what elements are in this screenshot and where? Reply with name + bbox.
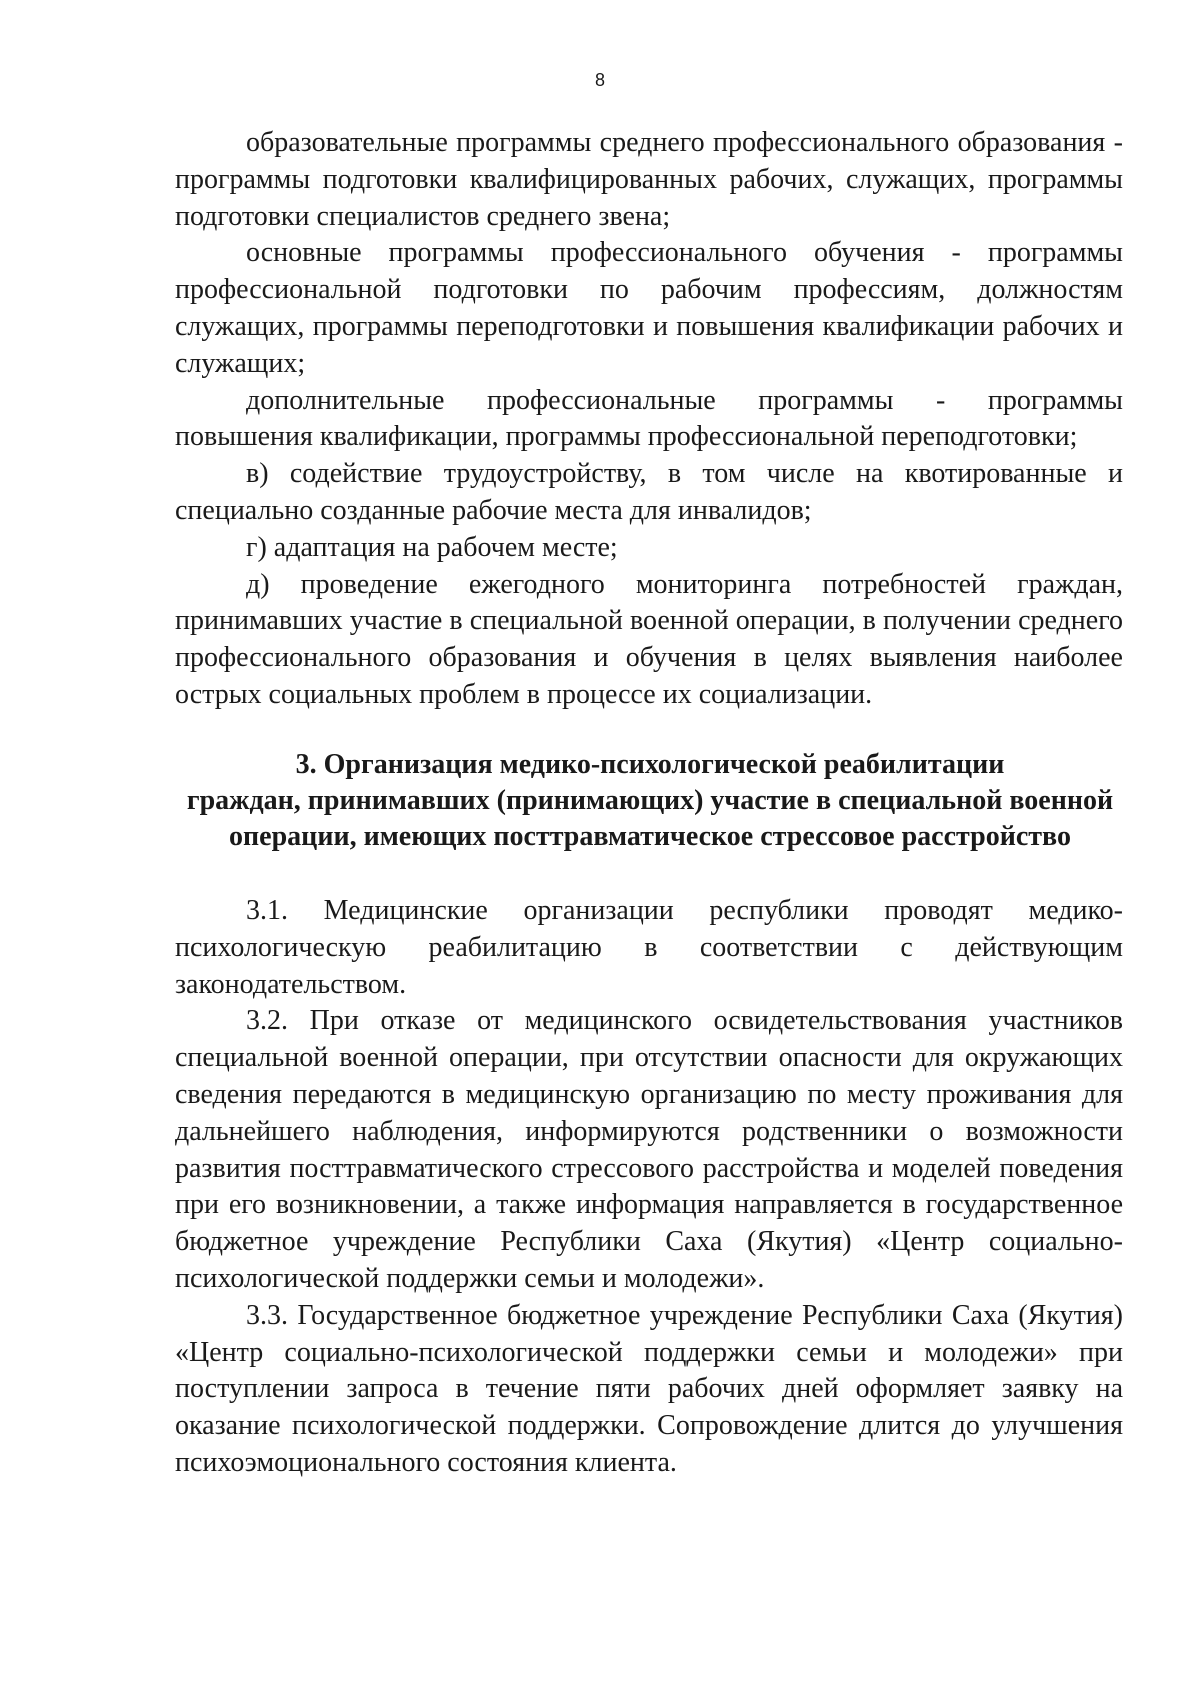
section-heading-line: 3. Организация медико-психологической реабилитации (295, 749, 1005, 780)
paragraph: дополнительные профессиональные программы - программы повышения квалификации, программы профессиональной переподготовки; (175, 384, 1123, 453)
paragraph: основные программы профессионального обучения - программы профессиональной подготовки по рабочим профессиям, должностям служащих, программы переподготовки и повышения квалификации рабочих и служащих; (175, 237, 1123, 379)
paragraph-3-1: 3.1. Медицинские организации республики проводят медико-психологическую реабилитацию в соответствии с действующим законодательством. (175, 895, 1123, 1000)
section-heading (160, 747, 1140, 855)
paragraph-3-3: 3.3. Государственное бюджетное учреждение Республики Саха (Якутия) «Центр социально-психологической поддержки семьи и молодежи» при поступлении запроса в течение пяти рабочих дней оформляет заявку на оказание психологической поддержки. Сопровождение длится до улучшения психоэмоционального состояния клиента. (175, 1299, 1123, 1478)
paragraph: образовательные программы среднего профессионального образования - программы подготовки квалифицированных рабочих, служащих, программы подготовки специалистов среднего звена; (175, 127, 1123, 232)
paragraph: г) адаптация на рабочем месте; (246, 531, 618, 563)
paragraph: д) проведение ежегодного мониторинга потребностей граждан, принимавших участие в специальной военной операции, в получении среднего профессионального образования и обучения в целях выявления наиболее острых социальных проблем в процессе их социализации. (175, 568, 1123, 710)
list-continuation (175, 125, 1123, 714)
section-heading-line: операции, имеющих посттравматическое стрессовое расстройство (229, 821, 1071, 852)
page-number: 8 (594, 70, 605, 90)
section-heading-line: граждан, принимавших (принимающих) участие в специальной военной (186, 785, 1114, 816)
section-body (175, 893, 1123, 1482)
paragraph: в) содействие трудоустройству, в том числе на квотированные и специально созданные рабочие места для инвалидов; (175, 458, 1123, 526)
paragraph-3-2: 3.2. При отказе от медицинского освидетельствования участников специальной военной операции, при отсутствии опасности для окружающих сведения передаются в медицинскую организацию по месту проживания для дальнейшего наблюдения, информируются родственники о возможности развития посттравматического стрессового расстройства и моделей поведения при его возникновении, а также информация направляется в государственное бюджетное учреждение Республики Саха (Якутия) «Центр социально-психологической поддержки семьи и молодежи». (175, 1005, 1123, 1294)
